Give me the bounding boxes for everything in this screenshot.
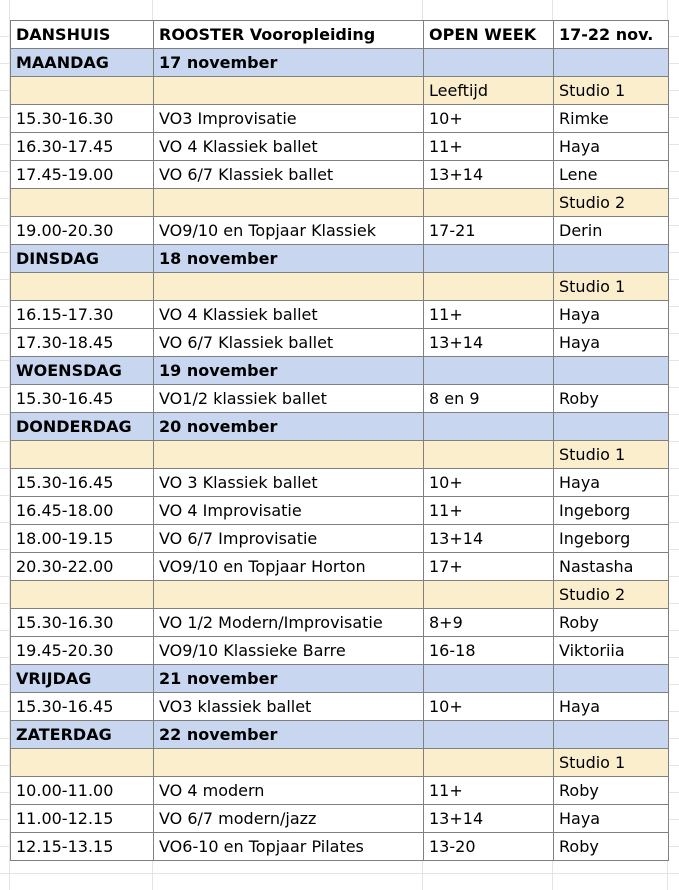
cell-age [424,245,554,273]
cell-age: 13-20 [424,833,554,861]
cell-time: DINSDAG [11,245,154,273]
cell-class: VO9/10 en Topjaar Klassiek [154,217,424,245]
cell-time: 17.45-19.00 [11,161,154,189]
cell-teacher: Roby [554,777,669,805]
cell-time: VRIJDAG [11,665,154,693]
cell-teacher [554,49,669,77]
cell-time: 16.45-18.00 [11,497,154,525]
cell-class: 20 november [154,413,424,441]
cell-class [154,581,424,609]
cell-age: 11+ [424,133,554,161]
cell-age: 17+ [424,553,554,581]
cell-class: 17 november [154,49,424,77]
cell-teacher: Studio 1 [554,441,669,469]
cell-teacher: Haya [554,693,669,721]
cell-teacher [554,357,669,385]
cell-age: 17-21 [424,217,554,245]
class-row [11,105,669,133]
cell-class: VO6-10 en Topjaar Pilates [154,833,424,861]
studio-label-row [11,77,669,105]
cell-age: 13+14 [424,161,554,189]
cell-age [424,49,554,77]
cell-age: 10+ [424,105,554,133]
cell-teacher: Roby [554,833,669,861]
cell-teacher: Rimke [554,105,669,133]
cell-age [424,189,554,217]
class-row [11,525,669,553]
cell-class: VO 6/7 Klassiek ballet [154,329,424,357]
studio-label-row [11,273,669,301]
cell-teacher: Studio 1 [554,273,669,301]
cell-time [11,581,154,609]
cell-time [11,273,154,301]
cell-age [424,581,554,609]
schedule-table-wrapper [10,20,668,861]
cell-teacher: Studio 2 [554,581,669,609]
cell-date-range: 17-22 nov. [554,21,669,49]
cell-time: 18.00-19.15 [11,525,154,553]
cell-teacher: Haya [554,133,669,161]
cell-class [154,749,424,777]
cell-time: 19.45-20.30 [11,637,154,665]
cell-class: VO3 klassiek ballet [154,693,424,721]
cell-class: VO1/2 klassiek ballet [154,385,424,413]
class-row [11,329,669,357]
cell-teacher [554,665,669,693]
cell-teacher: Studio 1 [554,77,669,105]
cell-class: VO 3 Klassiek ballet [154,469,424,497]
cell-teacher: Viktoriia [554,637,669,665]
cell-title: DANSHUIS [11,21,154,49]
class-row [11,805,669,833]
class-row [11,301,669,329]
cell-time: 20.30-22.00 [11,553,154,581]
cell-time: ZATERDAG [11,721,154,749]
studio-label-row [11,441,669,469]
cell-teacher: Ingeborg [554,525,669,553]
studio-label-row [11,581,669,609]
cell-teacher: Haya [554,329,669,357]
cell-class [154,441,424,469]
class-row [11,385,669,413]
cell-time [11,749,154,777]
cell-age: 16-18 [424,637,554,665]
cell-class [154,77,424,105]
day-header-row [11,413,669,441]
class-row [11,553,669,581]
cell-age [424,413,554,441]
cell-age: 11+ [424,497,554,525]
cell-class: VO 4 Klassiek ballet [154,133,424,161]
day-header-row [11,357,669,385]
cell-time: 16.15-17.30 [11,301,154,329]
cell-time: 15.30-16.45 [11,385,154,413]
class-row [11,833,669,861]
cell-time [11,189,154,217]
cell-class: VO9/10 Klassieke Barre [154,637,424,665]
cell-time: 19.00-20.30 [11,217,154,245]
cell-time: 12.15-13.15 [11,833,154,861]
cell-time: DONDERDAG [11,413,154,441]
cell-time: 15.30-16.30 [11,609,154,637]
cell-time: 16.30-17.45 [11,133,154,161]
cell-time [11,77,154,105]
cell-class: VO 4 Klassiek ballet [154,301,424,329]
cell-age: Leeftijd [424,77,554,105]
cell-time: 10.00-11.00 [11,777,154,805]
cell-time: 15.30-16.45 [11,693,154,721]
cell-age [424,357,554,385]
studio-label-row [11,749,669,777]
cell-age: 11+ [424,301,554,329]
cell-age: 13+14 [424,329,554,357]
cell-age: 8+9 [424,609,554,637]
cell-teacher: Haya [554,301,669,329]
class-row [11,469,669,497]
cell-time: 15.30-16.30 [11,105,154,133]
cell-class: VO 1/2 Modern/Improvisatie [154,609,424,637]
cell-week-label: OPEN WEEK [424,21,554,49]
cell-teacher: Nastasha [554,553,669,581]
cell-teacher: Lene [554,161,669,189]
cell-class: 18 november [154,245,424,273]
cell-age: 10+ [424,693,554,721]
cell-time: 17.30-18.45 [11,329,154,357]
cell-age: 13+14 [424,805,554,833]
cell-teacher [554,245,669,273]
cell-class: VO9/10 en Topjaar Horton [154,553,424,581]
cell-class [154,189,424,217]
cell-class: 21 november [154,665,424,693]
cell-age [424,721,554,749]
cell-time: WOENSDAG [11,357,154,385]
class-row [11,133,669,161]
schedule-body [11,21,669,861]
cell-time: MAANDAG [11,49,154,77]
class-row [11,217,669,245]
studio-label-row [11,189,669,217]
cell-age [424,273,554,301]
cell-class: VO 6/7 Klassiek ballet [154,161,424,189]
schedule-table [10,20,669,861]
cell-teacher [554,721,669,749]
day-header-row [11,245,669,273]
day-header-row [11,665,669,693]
cell-time [11,441,154,469]
class-row [11,161,669,189]
cell-age: 13+14 [424,525,554,553]
cell-class: VO3 Improvisatie [154,105,424,133]
cell-teacher: Studio 1 [554,749,669,777]
cell-teacher: Roby [554,385,669,413]
class-row [11,497,669,525]
cell-teacher: Studio 2 [554,189,669,217]
day-header-row [11,721,669,749]
class-row [11,777,669,805]
cell-teacher: Roby [554,609,669,637]
class-row [11,609,669,637]
cell-age [424,441,554,469]
cell-subtitle: ROOSTER Vooropleiding [154,21,424,49]
cell-teacher: Haya [554,469,669,497]
cell-age: 10+ [424,469,554,497]
cell-class: 22 november [154,721,424,749]
day-header-row [11,49,669,77]
cell-teacher [554,413,669,441]
cell-time: 11.00-12.15 [11,805,154,833]
cell-teacher: Derin [554,217,669,245]
table-header-row [11,21,669,49]
cell-time: 15.30-16.45 [11,469,154,497]
class-row [11,693,669,721]
cell-age: 8 en 9 [424,385,554,413]
cell-age [424,665,554,693]
cell-class: 19 november [154,357,424,385]
cell-class [154,273,424,301]
cell-class: VO 4 modern [154,777,424,805]
cell-age: 11+ [424,777,554,805]
cell-class: VO 6/7 modern/jazz [154,805,424,833]
cell-teacher: Ingeborg [554,497,669,525]
class-row [11,637,669,665]
cell-teacher: Haya [554,805,669,833]
cell-class: VO 6/7 Improvisatie [154,525,424,553]
cell-class: VO 4 Improvisatie [154,497,424,525]
cell-age [424,749,554,777]
